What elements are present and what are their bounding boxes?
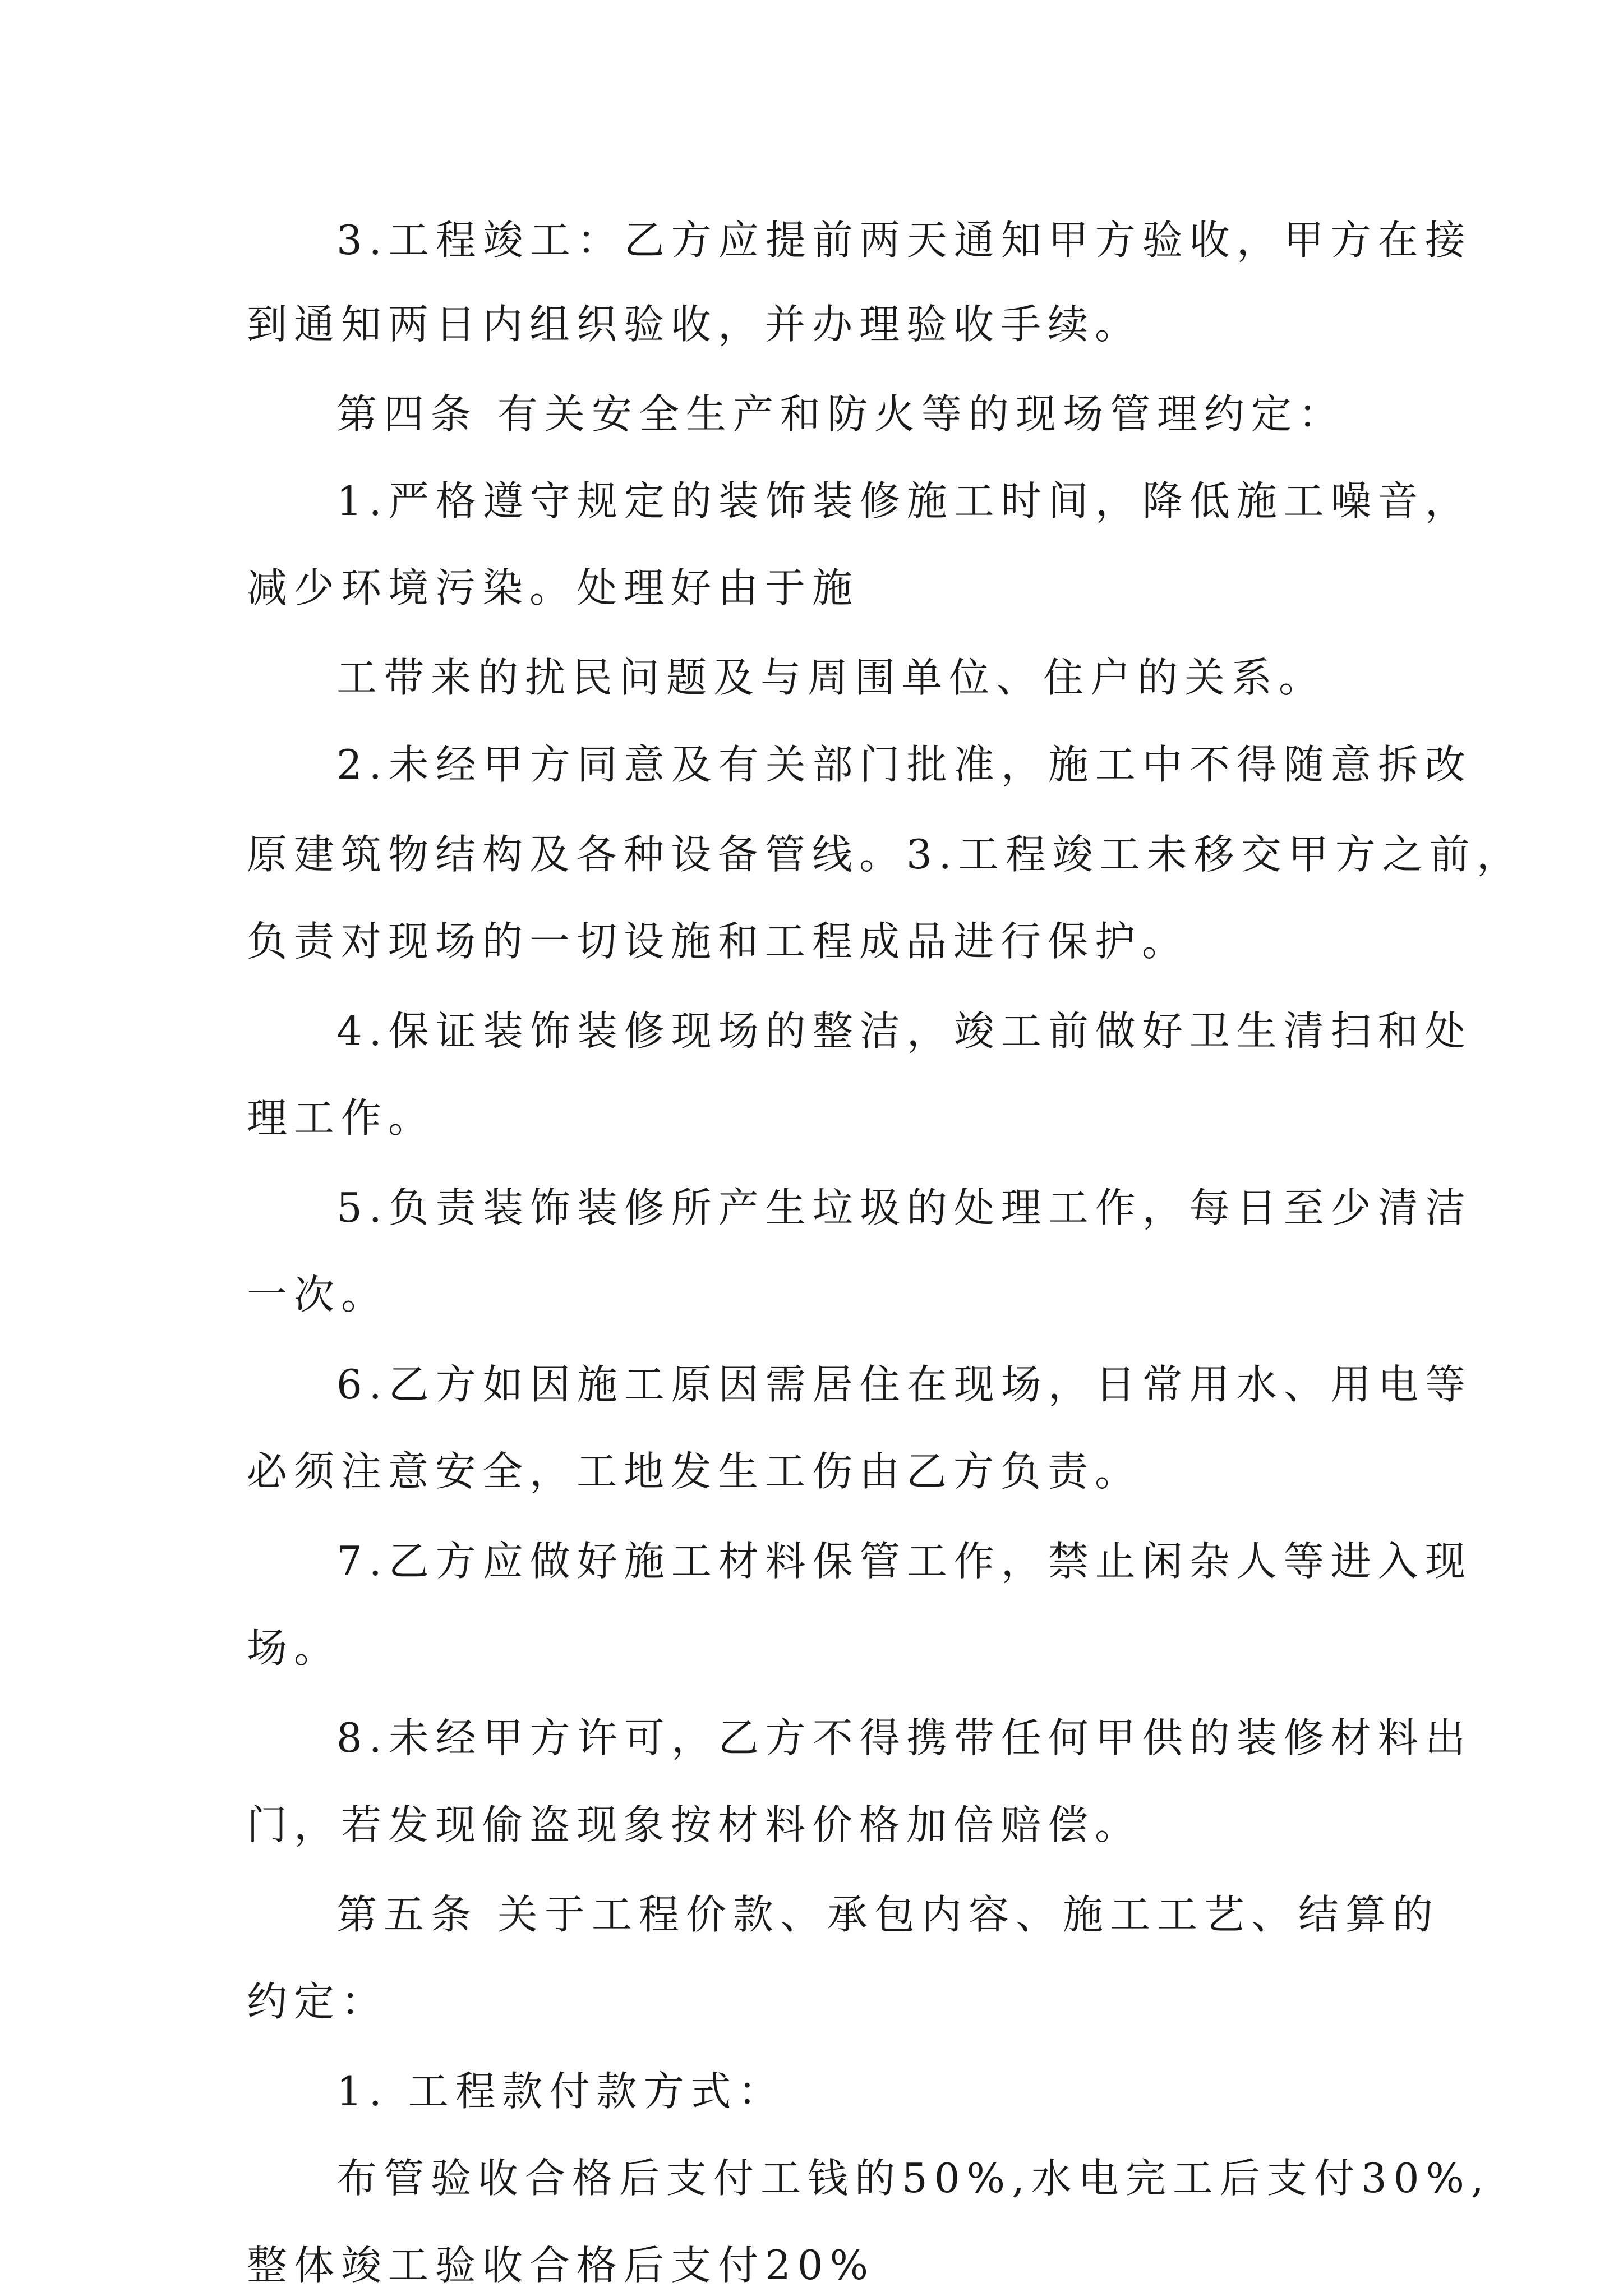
line-item-2-cont: 原建筑物结构及各种设备管线。3.工程竣工未移交甲方之前， <box>247 831 1524 878</box>
line-item-2: 2.未经甲方同意及有关部门批准，施工中不得随意拆改 <box>336 741 1472 788</box>
line-item-3-cont: 负责对现场的一切设施和工程成品进行保护。 <box>247 918 1189 965</box>
line-payment-schedule: 布管验收合格后支付工钱的50%,水电完工后支付30%, <box>336 2155 1491 2202</box>
article-5-heading: 第五条 关于工程价款、承包内容、施工工艺、结算的 <box>336 1891 1440 1938</box>
article-4-heading: 第四条 有关安全生产和防火等的现场管理约定： <box>336 390 1345 438</box>
line-item-7: 7.乙方应做好施工材料保管工作，禁止闲杂人等进入现 <box>336 1538 1472 1585</box>
line-item-4: 4.保证装饰装修现场的整洁，竣工前做好卫生清扫和处 <box>336 1007 1472 1055</box>
line-item-6: 6.乙方如因施工原因需居住在现场，日常用水、用电等 <box>336 1361 1472 1408</box>
line-payment-schedule-cont: 整体竣工验收合格后支付20% <box>247 2242 875 2289</box>
line-item-4-cont: 理工作。 <box>247 1094 436 1142</box>
line-item-6-cont: 必须注意安全，工地发生工伤由乙方负责。 <box>247 1448 1142 1495</box>
line-item-8: 8.未经甲方许可，乙方不得携带任何甲供的装修材料出 <box>336 1714 1472 1761</box>
line-completion-notice-cont: 到通知两日内组织验收，并办理验收手续。 <box>247 301 1142 348</box>
article-5-heading-cont: 约定： <box>247 1978 389 2025</box>
line-completion-notice: 3.工程竣工：乙方应提前两天通知甲方验收，甲方在接 <box>336 217 1472 264</box>
line-item-1-cont-2: 工带来的扰民问题及与周围单位、住户的关系。 <box>336 654 1326 701</box>
line-item-8-cont: 门，若发现偷盗现象按材料价格加倍赔偿。 <box>247 1801 1142 1848</box>
line-item-1-cont: 减少环境污染。处理好由于施 <box>247 564 860 611</box>
line-item-7-cont: 场。 <box>247 1625 342 1672</box>
line-item-1: 1.严格遵守规定的装饰装修施工时间，降低施工噪音， <box>336 477 1472 524</box>
line-payment-method: 1. 工程款付款方式： <box>336 2068 785 2115</box>
line-item-5: 5.负责装饰装修所产生垃圾的处理工作，每日至少清洁 <box>336 1184 1472 1231</box>
line-item-5-cont: 一次。 <box>247 1271 389 1318</box>
